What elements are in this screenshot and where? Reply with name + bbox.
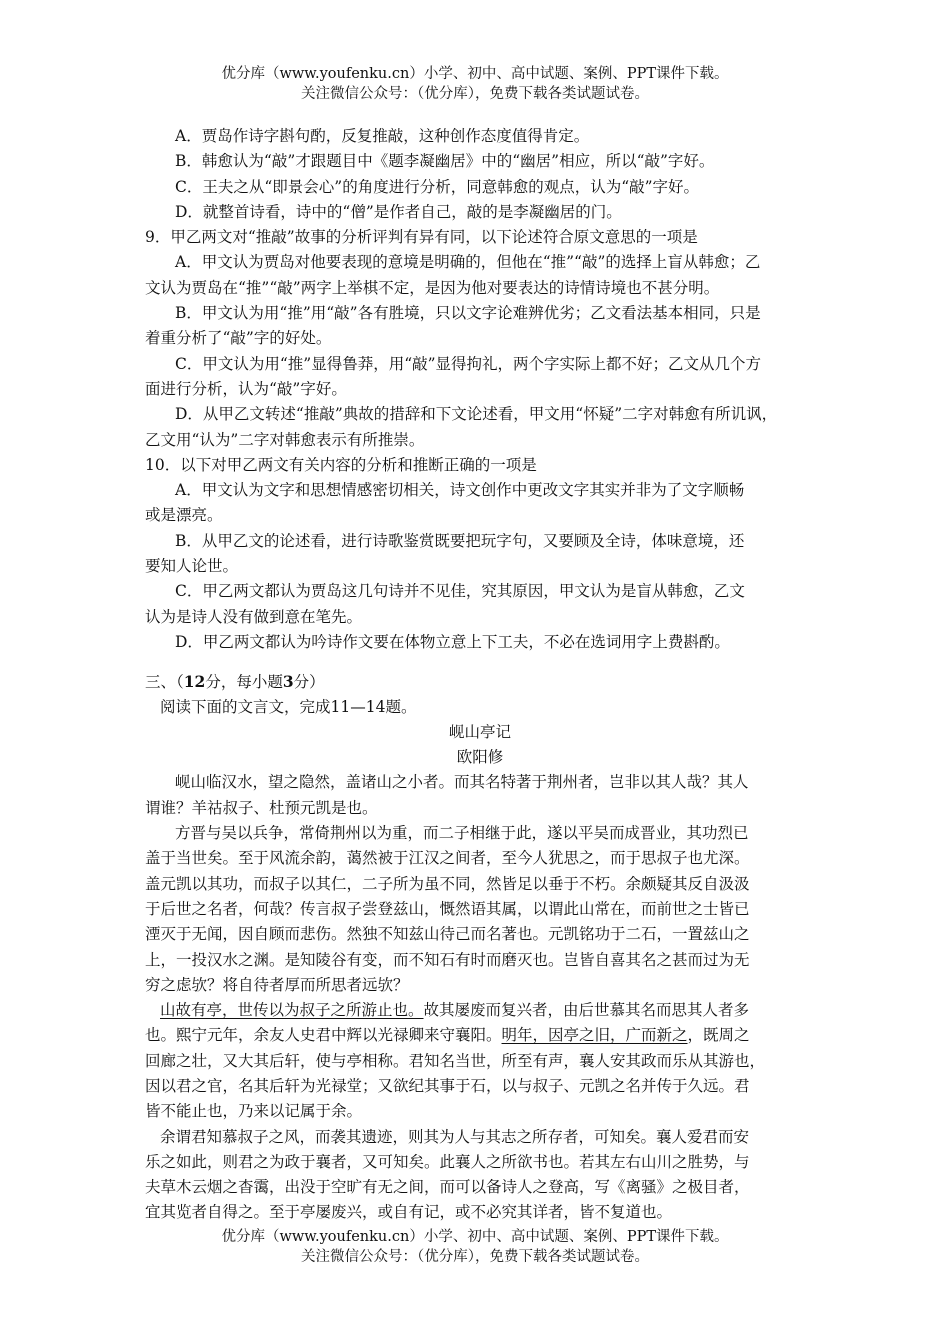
passage-line: 夫草木云烟之杳霭，出没于空旷有无之间，而可以备诗人之登高，写《离骚》之极目者， [145,1178,750,1197]
header-line-2: 关注微信公众号：（优分库），免费下载各类试题试卷。 [301,86,649,102]
q10-stem: 10．以下对甲乙两文有关内容的分析和推断正确的一项是 [145,455,537,474]
header-line-1: 优分库（www.youfenku.cn）小学、初中、高中试题、案例、PPT课件下载。 [221,66,729,82]
q9-option-b-line2: 着重分析了“敲”字的好处。 [145,329,332,348]
q9-option-d-line2: 乙文用“认为”二字对韩愈表示有所推崇。 [145,430,425,449]
passage-line: 岘山临汉水，望之隐然，盖诸山之小者。而其名特著于荆州者，岂非以其人哉？其人 [175,773,749,792]
page-header [0,64,950,104]
q10-option-a-line1: A．甲文认为文字和思想情感密切相关，诗文创作中更改文字其实并非为了文字顺畅 [175,481,745,500]
passage-line: 穷之虑欤？将自待者厚而所思者远欤？ [145,975,409,994]
q9-option-c-line1: C．甲文认为用“推”显得鲁莽，用“敲”显得拘礼，两个字实际上都不好；乙文从几个方 [175,354,762,373]
q10-option-b-line2: 要知人论世。 [145,557,239,576]
passage-line: 湮灭于无闻，因自顾而悲伤。然独不知兹山待己而名著也。元凯铭功于二石，一置兹山之 [145,925,750,944]
passage-line: 乐之如此，则君之为政于襄者，又可知矣。此襄人之所欲书也。若其左右山川之胜势，与 [145,1152,750,1171]
document-body [145,124,815,1226]
section3-heading-post: 分） [293,673,325,692]
q9-option-c-line2: 面进行分析，认为“敲”字好。 [145,379,347,398]
section3-total-score: 12 [183,672,206,692]
q10-option-c-line1: C．甲乙两文都认为贾岛这几句诗并不见佳，究其原因，甲文认为是盲从韩愈，乙文 [175,582,745,601]
passage-author: 欧阳修 [456,748,504,767]
q10-option-b-line1: B．从甲乙文的论述看，进行诗歌鉴赏既要把玩字句，又要顾及全诗，体味意境，还 [175,531,745,550]
q10-option-a-line2: 或是漂亮。 [145,506,223,525]
passage-line: 皆不能止也，乃来以记属于余。 [145,1102,363,1121]
q8-option-a: A．贾岛作诗字斟句酌，反复推敲，这种创作态度值得肯定。 [175,127,590,145]
passage-title: 岘山亭记 [448,722,511,741]
section3-instruction: 阅读下面的文言文，完成11—14题。 [160,697,417,716]
q10-option-d: D．甲乙两文都认为吟诗作文要在体物立意上下工夫，不必在选词用字上费斟酌。 [175,632,730,651]
passage-line [145,1023,815,1048]
q9-option-d-line1: D．从甲乙文转述“推敲”典故的措辞和下文论述看，甲文用“怀疑”二字对韩愈有所讥讽， [175,405,778,424]
passage-line: 因以君之官，名其后轩为光禄堂；又欲纪其事于石，以与叔子、元凯之名并传于久远。君 [145,1076,750,1095]
section3-heading-pre: 三、（ [145,673,184,692]
passage-line: 宜其览者自得之。至于亭屡废兴，或自有记，或不必究其详者，皆不复道也。 [145,1203,673,1222]
passage-text: 故其屡废而复兴者，由后世慕其名而思其人者多 [423,1001,750,1020]
passage-line: 于后世之名者，何哉？传言叔子尝登兹山，慨然语其属，以谓此山常在，而前世之士皆已 [145,899,750,918]
q8-option-b: B．韩愈认为“敲”才跟题目中《题李凝幽居》中的“幽居”相应，所以“敲”字好。 [175,152,715,171]
q10-option-c-line2: 认为是诗人没有做到意在笔先。 [145,607,363,626]
q8-option-d: D．就整首诗看，诗中的“僧”是作者自己，敲的是李凝幽居的门。 [175,202,622,221]
page-footer [0,1227,950,1267]
footer-line-2: 关注微信公众号：（优分库），免费下载各类试题试卷。 [301,1249,649,1265]
passage-line: 谓谁？羊祜叔子、杜预元凯是也。 [145,798,378,817]
underlined-sentence-1: 山故有亭，世传以为叔子之所游止也。 [160,1001,424,1020]
footer-line-1: 优分库（www.youfenku.cn）小学、初中、高中试题、案例、PPT课件下载。 [221,1229,729,1245]
q8-option-c: C．王夫之从“即景会心”的角度进行分析，同意韩愈的观点，认为“敲”字好。 [175,177,700,196]
passage-text: 也。熙宁元年，余友人史君中辉以光禄卿来守襄阳。 [145,1026,502,1045]
q9-option-b-line1: B．甲文认为用“推”用“敲”各有胜境，只以文字论难辨优劣；乙文看法基本相同，只是 [175,304,761,323]
underlined-sentence-2: 明年，因亭之旧，广而新之 [501,1026,688,1045]
q9-option-a-line1: A．甲文认为贾岛对他要表现的意境是明确的，但他在“推”“敲”的选择上盲从韩愈；乙 [175,253,761,272]
section-gap [145,655,815,669]
section3-heading [145,669,815,694]
passage-line: 方晋与吴以兵争，常倚荆州以为重，而二子相继于此，遂以平吴而成晋业，其功烈已 [175,824,749,843]
passage-line: 回廊之壮，又大其后轩，使与亭相称。君知名当世，所至有声，襄人安其政而乐从其游也， [145,1051,766,1070]
q9-option-a-line2: 文认为贾岛在“推”“敲”两字上举棋不定，是因为他对要表达的诗情诗境也不甚分明。 [145,278,720,297]
q9-stem: 9．甲乙两文对“推敲”故事的分析评判有异有同，以下论述符合原文意思的一项是 [145,228,698,247]
passage-text: ，既周之 [687,1026,750,1045]
passage-line [145,998,815,1023]
passage-line: 上，一投汉水之渊。是知陵谷有变，而不知石有时而磨灭也。岂皆自喜其名之甚而过为无 [145,950,750,969]
section3-item-score: 3 [282,672,294,692]
passage-line: 盖元凯以其功，而叔子以其仁，二子所为虽不同，然皆足以垂于不朽。余颇疑其反自汲汲 [145,874,750,893]
passage-line: 盖于当世矣。至于风流余韵，蔼然被于江汉之间者，至今人犹思之，而于思叔子也尤深。 [145,849,750,868]
passage-line: 余谓君知慕叔子之风，而袭其遗迹，则其为人与其志之所存者，可知矣。襄人爱君而安 [160,1127,750,1146]
section3-heading-mid: 分，每小题 [205,673,283,692]
